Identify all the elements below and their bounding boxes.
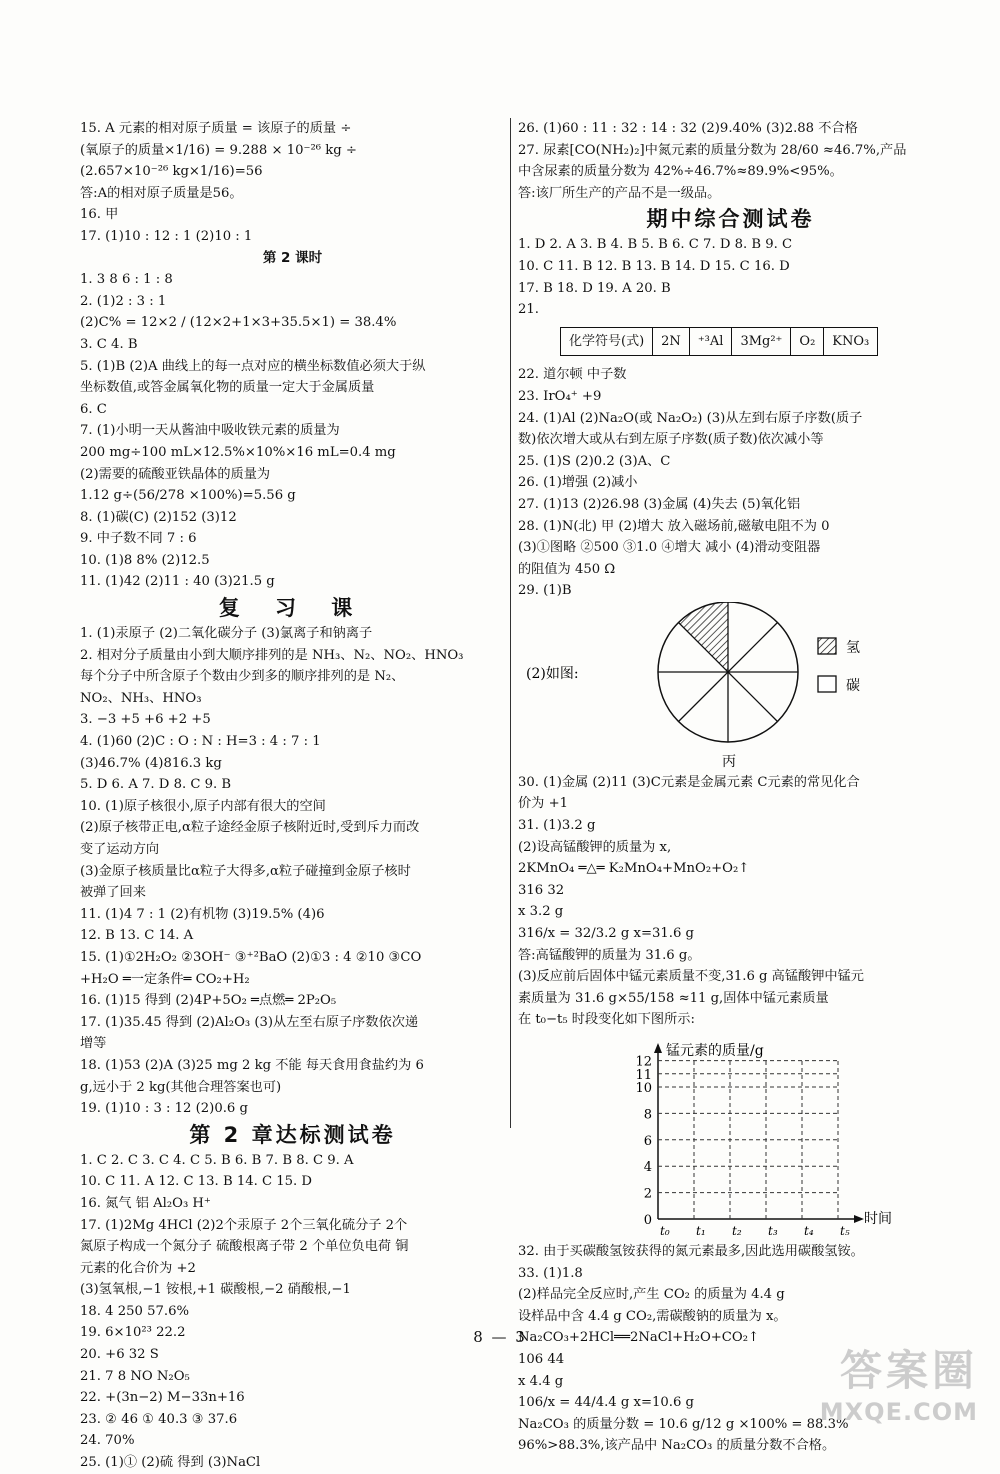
answer-line: 6. C: [80, 401, 107, 417]
x-tick-label: t₄: [804, 1224, 814, 1238]
answer-line: Na₂CO₃ 的质量分数 = 10.6 g/12 g ×100% = 88.3%: [518, 1416, 849, 1432]
answer-line: 11. (1)42 (2)11 : 40 (3)21.5 g: [80, 574, 275, 590]
answer-line: 1. 3 8 6 : 1 : 8: [80, 272, 173, 288]
answer-line: 4. (1)60 (2)C : O : N : H=3 : 4 : 7 : 1: [80, 734, 321, 750]
answer-line: 30. (1)金属 (2)11 (3)C元素是金属元素 C元素的常见化合: [518, 774, 860, 790]
answer-line: 中含尿素的质量分数为 42%÷46.7%≈89.9%<95%。: [518, 164, 843, 180]
watermark-url: MXQE.COM: [819, 1398, 978, 1426]
x-axis-arrow: [854, 1215, 864, 1223]
answer-line: g,远小于 2 kg(其他合理答案也可): [80, 1079, 282, 1095]
answer-line: 1. C 2. C 3. C 4. C 5. B 6. B 7. B 8. C 9. A: [80, 1152, 354, 1168]
symbol-table-cell: KNO₃: [824, 327, 878, 356]
right-column: [518, 118, 943, 1457]
answer-line: 24. (1)Al (2)Na₂O(或 Na₂O₂) (3)从左到右原子序数(质子: [518, 410, 863, 426]
answer-line: 33. (1)1.8: [518, 1265, 583, 1281]
answer-line: 2KMnO₄ ═△═ K₂MnO₄+MnO₂+O₂↑: [518, 861, 750, 877]
pie-label: (2)如图:: [526, 665, 579, 682]
answer-line: 10. (1)原子核很小,原子内部有很大的空间: [80, 798, 326, 814]
pie-slice-hydrogen: [679, 602, 728, 672]
answer-line: 17. (1)2Mg 4HCl (2)2个汞原子 2个三氧化硫分子 2个: [80, 1217, 408, 1233]
answer-line: NO₂、NH₃、HNO₃: [80, 690, 202, 706]
answer-line: 19. 6×10²³ 22.2: [80, 1325, 186, 1341]
x-tick-label: t₂: [732, 1224, 742, 1238]
answer-line: 1.12 g÷(56/278 ×100%)=5.56 g: [80, 488, 296, 504]
answer-line: 26. (1)增强 (2)减小: [518, 475, 638, 491]
answer-line: 96%>88.3%,该产品中 Na₂CO₃ 的质量分数不合格。: [518, 1438, 836, 1454]
answer-line: 200 mg÷100 mL×12.5%×10%×16 mL=0.4 mg: [80, 444, 396, 460]
answer-line: 25. (1)S (2)0.2 (3)A、C: [518, 453, 671, 469]
answer-line: 17. (1)35.45 得到 (2)Al₂O₃ (3)从左至右原子序数依次递: [80, 1014, 419, 1030]
answer-line: 答:高锰酸钾的质量为 31.6 g。: [518, 947, 701, 963]
answer-line: 2. 相对分子质量由小到大顺序排列的是 NH₃、N₂、NO₂、HNO₃: [80, 647, 464, 663]
answer-line: 29. (1)B: [518, 583, 572, 599]
answer-line: 素质量为 31.6 g×55/158 ≈11 g,固体中锰元素质量: [518, 990, 829, 1006]
answer-line: 16. 甲: [80, 207, 119, 223]
answer-line: 答:该厂所生产的产品不是一级品。: [518, 185, 721, 201]
answer-line: 16. (1)15 得到 (2)4P+5O₂ ═点燃═ 2P₂O₅: [80, 993, 337, 1009]
answer-line: 的阻值为 450 Ω: [518, 561, 616, 577]
answer-line: (3)①图略 ②500 ③1.0 ④增大 减小 (4)滑动变阻器: [518, 540, 821, 556]
answer-line: (3)氢氧根,−1 铵根,+1 碳酸根,−2 硝酸根,−1: [80, 1282, 351, 1298]
symbol-table-cell: O₂: [791, 327, 824, 356]
answer-line: 106/x = 44/4.4 g x=10.6 g: [518, 1395, 694, 1411]
symbol-table-cell: 2N: [653, 327, 690, 356]
answer-line: (2)原子核带正电,α粒子途经金原子核附近时,受到斥力而改: [80, 820, 420, 836]
answer-line: 20. +6 32 S: [80, 1347, 159, 1363]
answer-line: 数)依次增大或从右到左原子序数(质子数)依次减小等: [518, 432, 824, 448]
x-tick-label: t₅: [840, 1224, 850, 1238]
answer-line: 26. (1)60 : 11 : 32 : 14 : 32 (2)9.40% (3)2.88 不合格: [518, 121, 858, 136]
answer-line: 12. B 13. C 14. A: [80, 928, 194, 944]
answer-line: 18. (1)53 (2)A (3)25 mg 2 kg 不能 每天食用食盐约为 6: [80, 1057, 424, 1073]
answer-line: 21.: [518, 302, 539, 318]
y-tick-label: 2: [643, 1186, 652, 1202]
answer-line: 10. (1)8 8% (2)12.5: [80, 552, 210, 568]
manganese-chart: [518, 1031, 943, 1241]
answer-line: 被弹了回来: [80, 885, 146, 901]
answer-line: 16. 氮气 铝 Al₂O₃ H⁺: [80, 1195, 211, 1211]
watermark-logo: [820, 1338, 978, 1426]
answer-line: (2)样品完全反应时,产生 CO₂ 的质量为 4.4 g: [518, 1287, 785, 1303]
section-title: 期中综合测试卷: [646, 207, 815, 232]
answer-line: 增等: [80, 1036, 107, 1052]
answer-line: 32. 由于买碳酸氢铵获得的氮元素最多,因此选用碳酸氢铵。: [518, 1244, 864, 1259]
answer-line: 设样品中含 4.4 g CO₂,需碳酸钠的质量为 x。: [518, 1308, 787, 1324]
answer-line: 106 44: [518, 1351, 565, 1367]
answer-line: x 4.4 g: [518, 1373, 564, 1389]
pie-chart-svg: [518, 602, 938, 772]
symbol-table-cell: 3Mg²⁺: [732, 327, 791, 356]
answer-line: 24. 70%: [80, 1433, 135, 1449]
answer-line: (2.657×10⁻²⁶ kg×1/16)=56: [80, 164, 263, 180]
y-tick-label: 4: [643, 1160, 652, 1176]
answer-line: 25. (1)① (2)硫 得到 (3)NaCl: [80, 1455, 261, 1471]
symbol-table-cell: ⁺³Al: [689, 327, 732, 356]
section-title: 第 2 章达标测试卷: [189, 1122, 396, 1147]
x-tick-label: t₀: [660, 1224, 670, 1238]
answer-line: 316/x = 32/3.2 g x=31.6 g: [518, 926, 694, 942]
answer-line: 27. (1)13 (2)26.98 (3)金属 (4)失去 (5)氧化铝: [518, 496, 801, 512]
answer-line: 10. C 11. B 12. B 13. B 14. D 15. C 16. D: [518, 258, 790, 274]
answer-line: (3)46.7% (4)816.3 kg: [80, 755, 222, 771]
answer-line: 坐标数值,或答金属氧化物的质量一定大于金属质量: [80, 380, 375, 396]
answer-line: 3. −3 +5 +6 +2 +5: [80, 712, 211, 728]
answer-line: 19. (1)10 : 3 : 12 (2)0.6 g: [80, 1101, 248, 1117]
legend-swatch-hydrogen: [818, 638, 836, 654]
watermark-text: 答案圈: [839, 1346, 978, 1395]
answer-line: 5. D 6. A 7. D 8. C 9. B: [80, 777, 232, 793]
answer-line: 变了运动方向: [80, 842, 160, 857]
answer-line: 8. (1)碳(C) (2)152 (3)12: [80, 509, 237, 525]
answer-line: 23. ② 46 ① 40.3 ③ 37.6: [80, 1411, 238, 1427]
symbol-table: [560, 327, 878, 357]
answer-line: (2)C% = 12×2 / (12×2+1×3+35.5×1) = 38.4%: [80, 315, 397, 331]
y-tick-label: 8: [643, 1107, 652, 1123]
answer-line: 27. 尿素[CO(NH₂)₂]中氮元素的质量分数为 28/60 ≈46.7%,产品: [518, 142, 907, 158]
answer-line: 1. D 2. A 3. B 4. B 5. B 6. C 7. D 8. B 9. C: [518, 237, 793, 253]
answer-line: 价为 +1: [518, 796, 569, 812]
answer-line: Na₂CO₃+2HCl══2NaCl+H₂O+CO₂↑: [518, 1330, 760, 1346]
answer-line: 每个分子中所含原子个数由少到多的顺序排列的是 N₂、: [80, 669, 405, 685]
subsection-title: 第 2 课时: [262, 249, 323, 266]
x-tick-label: t₁: [696, 1224, 706, 1238]
answer-line: 答:A的相对原子质量是56。: [80, 185, 243, 201]
y-tick-label: 12: [635, 1054, 652, 1070]
answer-line: 23. IrO₄⁺ +9: [518, 388, 602, 404]
answer-line: (2)设高锰酸钾的质量为 x,: [518, 839, 672, 855]
answer-line: 22. +(3n−2) M−33n+16: [80, 1390, 245, 1406]
answer-line: 21. 7 8 NO N₂O₅: [80, 1368, 190, 1384]
legend-label-carbon: 碳: [846, 677, 860, 694]
y-tick-label: 6: [643, 1133, 652, 1149]
y-tick-label: 0: [643, 1213, 652, 1228]
answer-line: 31. (1)3.2 g: [518, 818, 596, 834]
answer-line: 2. (1)2 : 3 : 1: [80, 293, 167, 309]
answer-line: 15. (1)①2H₂O₂ ②3OH⁻ ③⁺²BaO (2)①3 : 4 ②10 ③CO: [80, 949, 422, 965]
answer-line: (3)金原子核质量比α粒子大得多,α粒子碰撞到金原子核时: [80, 863, 411, 879]
x-tick-label: t₃: [768, 1224, 778, 1238]
left-column: [80, 118, 505, 1474]
answer-line: 17. (1)10 : 12 : 1 (2)10 : 1: [80, 228, 253, 244]
answer-line: 28. (1)N(北) 甲 (2)增大 放入磁场前,磁敏电阻不为 0: [518, 518, 830, 534]
column-divider: [510, 118, 511, 1128]
answer-line: (3)反应前后固体中锰元素质量不变,31.6 g 高锰酸钾中锰元: [518, 969, 864, 985]
page-number: 8 — 3: [473, 1328, 527, 1346]
answer-line: 15. A 元素的相对原子质量 = 该原子的质量 ÷: [80, 121, 352, 136]
y-tick-label: 11: [635, 1067, 652, 1083]
answer-line: 1. (1)汞原子 (2)二氧化碳分子 (3)氯离子和钠离子: [80, 626, 373, 642]
answer-line: 在 t₀−t₅ 时段变化如下图所示:: [518, 1012, 695, 1028]
pie-figure: [518, 602, 943, 772]
answer-line: 3. C 4. B: [80, 336, 138, 352]
answer-line: 22. 道尔顿 中子数: [518, 367, 627, 383]
answer-line: +H₂O ═一定条件═ CO₂+H₂: [80, 971, 250, 987]
legend-swatch-carbon: [818, 676, 836, 692]
y-tick-label: 10: [635, 1081, 652, 1096]
manganese-chart-svg: [518, 1031, 938, 1241]
legend-label-hydrogen: 氢: [846, 639, 860, 656]
answer-line: 氮原子构成一个氮分子 硫酸根离子带 2 个单位负电荷 铜: [80, 1239, 409, 1255]
answer-line: (氧原子的质量×1/16) = 9.288 × 10⁻²⁶ kg ÷: [80, 142, 357, 158]
answer-line: x 3.2 g: [518, 904, 564, 920]
section-title: 复 习 课: [218, 596, 367, 621]
answer-line: 18. 4 250 57.6%: [80, 1303, 190, 1319]
pie-caption: 丙: [722, 753, 736, 770]
answer-line: 316 32: [518, 882, 565, 898]
y-axis-arrow: [654, 1043, 662, 1053]
answer-line: 7. (1)小明一天从酱油中吸收铁元素的质量为: [80, 423, 340, 439]
symbol-table-cell: 化学符号(式): [561, 327, 653, 356]
answer-line: 元素的化合价为 +2: [80, 1260, 196, 1276]
answer-line: 9. 中子数不同 7 : 6: [80, 531, 197, 547]
answer-line: 17. B 18. D 19. A 20. B: [518, 280, 671, 296]
x-axis-label: 时间: [864, 1211, 892, 1227]
y-axis-label: 锰元素的质量/g: [666, 1043, 764, 1059]
answer-line: 11. (1)4 7 : 1 (2)有机物 (3)19.5% (4)6: [80, 906, 325, 922]
answer-line: 5. (1)B (2)A 曲线上的每一点对应的横坐标数值必须大于纵: [80, 358, 426, 374]
answer-line: 10. C 11. A 12. C 13. B 14. C 15. D: [80, 1174, 313, 1190]
answer-line: (2)需要的硫酸亚铁晶体的质量为: [80, 466, 271, 482]
